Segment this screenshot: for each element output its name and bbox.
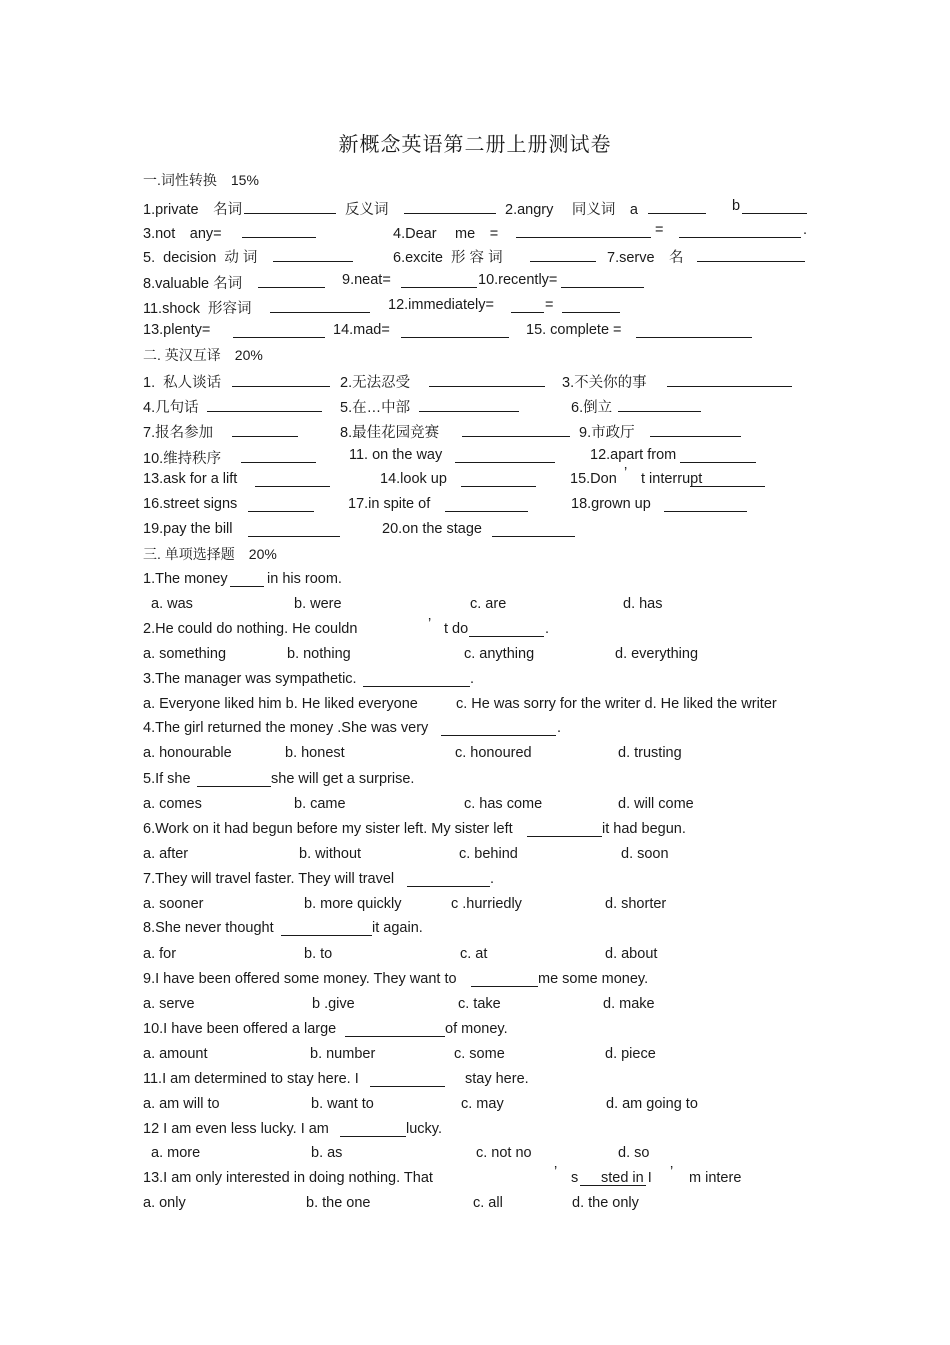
answer-blank[interactable] <box>407 871 490 887</box>
question-6: 6.Work on it had begun before my sister left. My sister left it had begun. <box>143 821 686 837</box>
answer-blank[interactable] <box>462 421 570 437</box>
word-forms-row-4: 8.valuable 名词 9.neat= 10.recently= <box>0 272 950 294</box>
option-a[interactable]: a. am will to <box>143 1096 220 1112</box>
answer-blank[interactable] <box>742 198 807 214</box>
word-forms-row-5: 11.shock 形容词 12.immediately= = <box>0 297 950 319</box>
answer-blank[interactable] <box>680 447 756 463</box>
answer-blank[interactable] <box>445 496 528 512</box>
option-d[interactable]: d. soon <box>621 846 669 862</box>
option-c[interactable]: c. has come <box>464 796 543 812</box>
option-a[interactable]: a. serve <box>143 996 195 1012</box>
question-6-options <box>0 846 950 868</box>
answer-blank[interactable] <box>618 396 701 412</box>
question-7: 7.They will travel faster. They will travel . <box>143 871 495 887</box>
option-b[interactable]: b. were <box>294 596 342 612</box>
question-12: 12 I am even less lucky. I am lucky. <box>143 1121 442 1137</box>
section-heading-translation: 二. 英汉互译 20% <box>143 347 263 363</box>
option-b[interactable]: b. without <box>299 846 362 862</box>
answer-blank[interactable] <box>401 322 509 338</box>
option-a[interactable]: a. honourable <box>143 745 232 761</box>
answer-blank[interactable] <box>258 272 325 288</box>
option-d[interactable]: d. the only <box>572 1195 639 1211</box>
answer-blank[interactable] <box>492 521 575 537</box>
answer-blank[interactable] <box>248 521 340 537</box>
option-c[interactable]: c. behind <box>459 846 518 862</box>
option-d[interactable]: d. about <box>605 946 658 962</box>
question-3-options <box>0 696 950 718</box>
option-b[interactable]: b. the one <box>306 1195 371 1211</box>
option-b[interactable]: b. to <box>304 946 333 962</box>
option-c[interactable]: c. are <box>470 596 507 612</box>
question-2-options <box>0 646 950 668</box>
answer-blank[interactable] <box>242 222 316 238</box>
translation-row-3: 7.报名参加 8.最佳花园竞赛 9.市政厅 <box>0 421 950 443</box>
question-13: 13.I am only interested in doing nothing. That ’ s sted in I ’ m intere <box>143 1164 742 1186</box>
question-5: 5.If she she will get a surprise. <box>143 771 415 787</box>
answer-blank[interactable] <box>697 246 805 262</box>
option-a[interactable]: a. comes <box>143 796 202 812</box>
option-c[interactable]: c. at <box>460 946 488 962</box>
option-c[interactable]: c .hurriedly <box>451 896 522 912</box>
answer-blank[interactable] <box>667 371 792 387</box>
question-5-options <box>0 796 950 818</box>
option-b[interactable]: b .give <box>312 996 355 1012</box>
option-a[interactable]: a. sooner <box>143 896 204 912</box>
question-4: 4.The girl returned the money .She was very . <box>143 720 562 736</box>
option-d[interactable]: d. everything <box>615 646 699 662</box>
section-heading-multiple-choice: 三. 单项选择题 20% <box>143 546 277 562</box>
answer-blank[interactable] <box>679 222 801 238</box>
option-a-b[interactable]: a. Everyone liked him b. He liked everyone <box>143 696 418 712</box>
option-c[interactable]: c. anything <box>464 646 535 662</box>
question-9-options <box>0 996 950 1018</box>
option-b[interactable]: b. honest <box>285 745 345 761</box>
question-9: 9.I have been offered some money. They want to me some money. <box>143 971 649 987</box>
option-d[interactable]: d. am going to <box>606 1096 698 1112</box>
answer-blank[interactable] <box>363 671 470 687</box>
answer-blank[interactable] <box>273 246 353 262</box>
question-12-options <box>0 1145 950 1167</box>
question-1: 1.The money in his room. <box>143 571 342 587</box>
answer-blank[interactable] <box>255 471 330 487</box>
page-title: 新概念英语第二册上册测试卷 <box>338 132 612 156</box>
question-11-options <box>0 1096 950 1118</box>
answer-blank[interactable] <box>562 297 620 313</box>
answer-blank[interactable] <box>401 272 477 288</box>
answer-blank[interactable] <box>429 371 545 387</box>
option-c[interactable]: c. honoured <box>455 745 532 761</box>
answer-blank[interactable] <box>207 396 322 412</box>
question-13-options <box>0 1195 950 1217</box>
answer-blank[interactable] <box>650 421 741 437</box>
answer-blank[interactable] <box>232 371 330 387</box>
answer-blank[interactable] <box>530 246 596 262</box>
answer-blank[interactable] <box>471 971 538 987</box>
translation-row-6: 16.street signs 17.in spite of 18.grown up <box>0 496 950 518</box>
option-b[interactable]: b. came <box>294 796 346 812</box>
option-d[interactable]: d. will come <box>618 796 694 812</box>
answer-blank[interactable] <box>516 222 651 238</box>
answer-blank[interactable] <box>340 1121 406 1137</box>
question-3: 3.The manager was sympathetic. . <box>143 671 475 687</box>
translation-row-4: 10.维持秩序 11. on the way 12.apart from <box>0 447 950 469</box>
word-forms-row-3: 5. decision 动 词 6.excite 形 容 词 7.serve 名 <box>0 246 950 268</box>
answer-blank[interactable] <box>345 1021 445 1037</box>
option-b[interactable]: b. want to <box>311 1096 374 1112</box>
translation-row-7: 19.pay the bill 20.on the stage <box>0 521 950 543</box>
answer-blank[interactable] <box>230 571 264 587</box>
option-d[interactable]: d. trusting <box>618 745 682 761</box>
question-4-options <box>0 745 950 767</box>
answer-blank[interactable] <box>270 297 370 313</box>
answer-blank[interactable] <box>461 471 536 487</box>
option-b[interactable]: b. nothing <box>287 646 351 662</box>
option-c[interactable]: c. not no <box>476 1145 532 1161</box>
question-8: 8.She never thought it again. <box>143 920 423 936</box>
option-a[interactable]: a. more <box>151 1145 201 1161</box>
answer-blank[interactable] <box>511 297 544 313</box>
word-forms-row-2: 3.not any= 4.Dear me = = . <box>143 222 808 242</box>
answer-blank[interactable] <box>527 821 602 837</box>
option-d[interactable]: d. so <box>618 1145 650 1161</box>
answer-blank[interactable] <box>370 1071 445 1087</box>
option-d[interactable]: d. piece <box>605 1046 656 1062</box>
answer-blank[interactable] <box>404 198 496 214</box>
answer-blank[interactable] <box>664 496 747 512</box>
option-c[interactable]: c. may <box>461 1096 504 1112</box>
option-a[interactable]: a. amount <box>143 1046 208 1062</box>
option-c[interactable]: c. take <box>458 996 501 1012</box>
word-forms-row-6: 13.plenty= 14.mad= 15. complete = <box>0 322 950 344</box>
section-heading-word-forms: 一.词性转换 15% <box>143 172 259 188</box>
option-a[interactable]: a. for <box>143 946 177 962</box>
answer-blank[interactable] <box>241 447 316 463</box>
answer-blank[interactable] <box>469 621 544 637</box>
option-a[interactable]: a. was <box>151 596 193 612</box>
option-a[interactable]: a. after <box>143 846 189 862</box>
option-d[interactable]: d. has <box>623 596 663 612</box>
option-b[interactable]: b. more quickly <box>304 896 402 912</box>
option-c-d[interactable]: c. He was sorry for the writer d. He liked the writer <box>456 696 777 712</box>
answer-blank[interactable] <box>248 496 314 512</box>
answer-blank[interactable] <box>197 771 271 787</box>
answer-blank[interactable] <box>441 720 556 736</box>
question-8-options <box>0 946 950 968</box>
option-d[interactable]: d. shorter <box>605 896 667 912</box>
question-2: 2.He could do nothing. He couldn ’ t do . <box>143 616 550 637</box>
question-1-options <box>0 596 950 618</box>
question-10: 10.I have been offered a large of money. <box>143 1021 508 1037</box>
option-a[interactable]: a. something <box>143 646 227 662</box>
question-11: 11.I am determined to stay here. I stay here. <box>143 1071 529 1087</box>
answer-blank[interactable] <box>455 447 555 463</box>
translation-row-1: 1. 私人谈话 2.无法忍受 3.不关你的事 <box>0 371 950 393</box>
answer-blank[interactable] <box>690 471 765 487</box>
answer-blank[interactable] <box>419 396 519 412</box>
answer-blank[interactable] <box>561 272 644 288</box>
option-c[interactable]: c. some <box>454 1046 505 1062</box>
answer-blank[interactable] <box>636 322 752 338</box>
translation-row-2: 4.几句话 5.在…中部 6.倒立 <box>0 396 950 418</box>
option-c[interactable]: c. all <box>473 1195 503 1211</box>
word-forms-row-1: 1.private 名词 反义词 2.angry 同义词 a b <box>0 198 950 220</box>
answer-blank[interactable] <box>244 198 336 214</box>
option-b[interactable]: b. as <box>311 1145 343 1161</box>
option-b[interactable]: b. number <box>310 1046 376 1062</box>
question-7-options <box>0 896 950 918</box>
answer-blank[interactable] <box>648 198 706 214</box>
option-d[interactable]: d. make <box>603 996 655 1012</box>
translation-row-5: 13.ask for a lift 14.look up 15.Don ’ t interrupt <box>0 471 950 493</box>
answer-blank[interactable] <box>281 920 372 936</box>
option-a[interactable]: a. only <box>143 1195 186 1211</box>
answer-blank[interactable] <box>233 322 325 338</box>
question-10-options <box>0 1046 950 1068</box>
answer-blank[interactable] <box>232 421 298 437</box>
